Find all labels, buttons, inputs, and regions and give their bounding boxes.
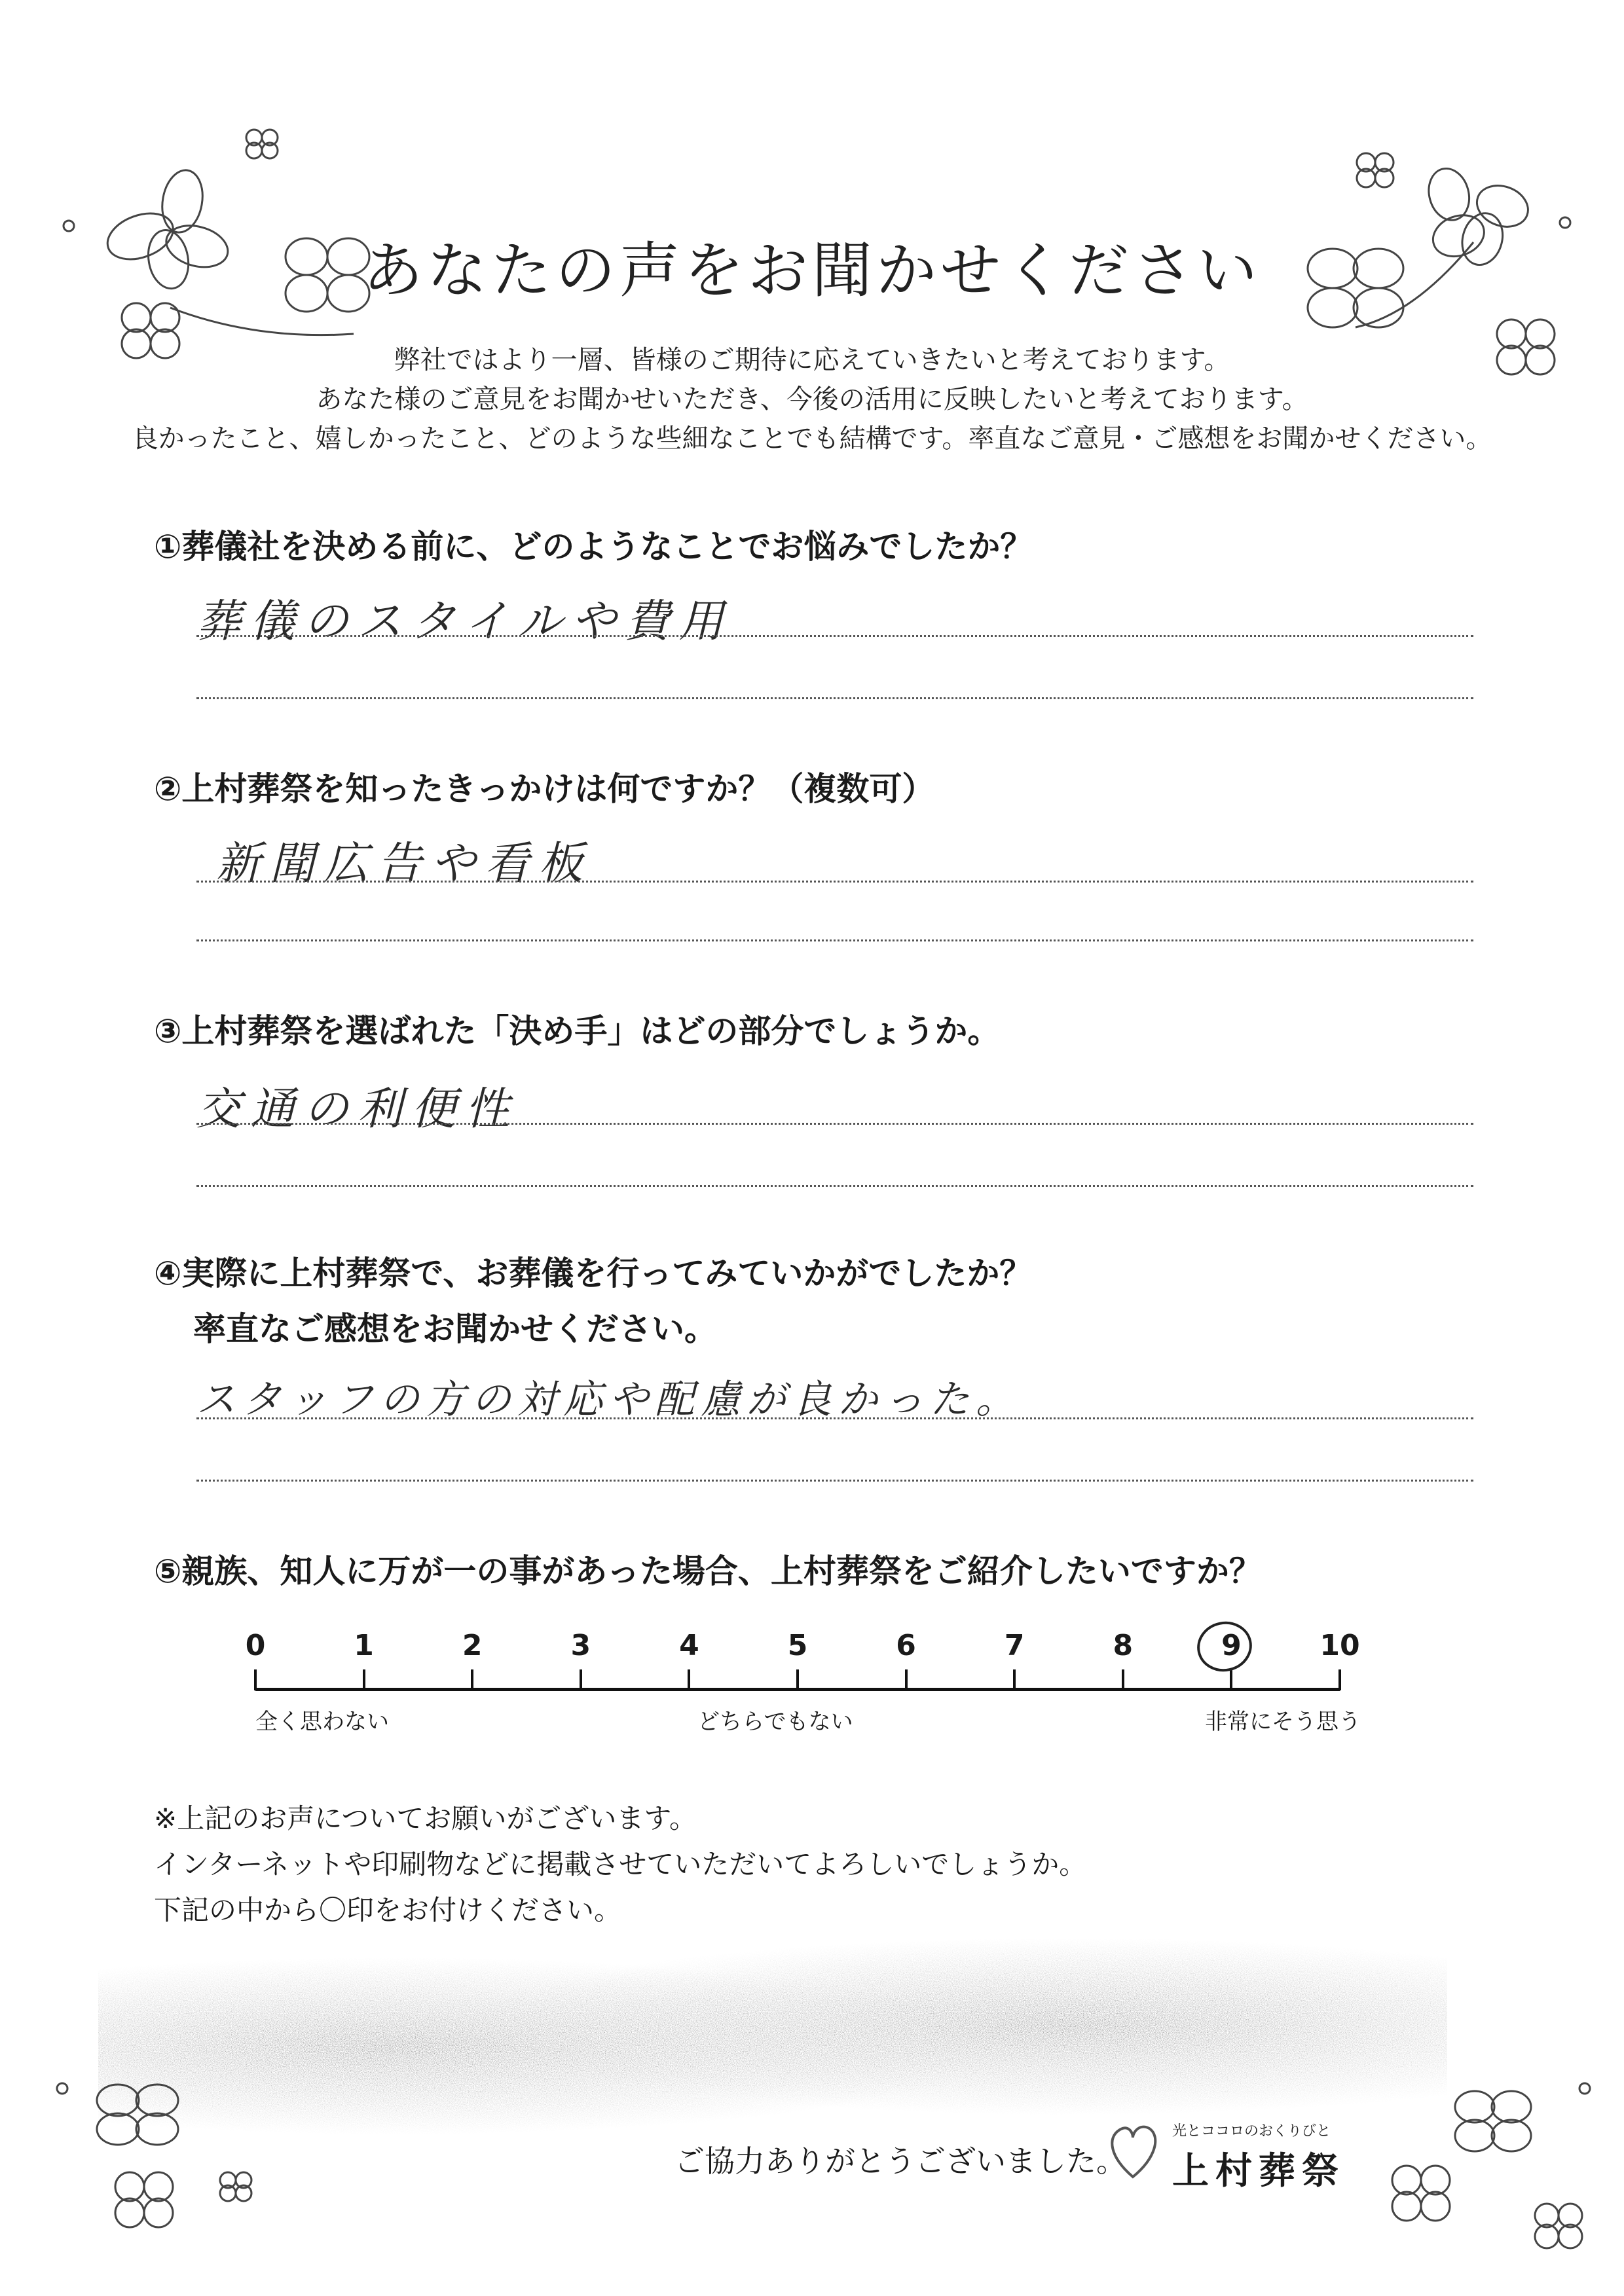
selected-value-circle[interactable] xyxy=(1192,1617,1257,1676)
note-line-1: ※上記のお声についてお願いがございます。 xyxy=(154,1802,697,1834)
question-4-label-line-2: 率直なご感想をお聞かせください。 xyxy=(193,1310,717,1348)
question-4-answer[interactable]: スタッフの方の対応や配慮が良かった。 xyxy=(196,1377,1022,1423)
question-1-label: ①葬儀社を決める前に、どのようなことでお悩みでしたか？ xyxy=(154,528,1033,566)
question-2-answer[interactable]: 新聞広告や看板 xyxy=(216,838,593,890)
scale-tick xyxy=(796,1669,799,1690)
answer-line xyxy=(196,697,1473,699)
scale-high-label: 非常にそう思う xyxy=(1205,1709,1361,1735)
scale-low-label: 全く思わない xyxy=(255,1709,389,1735)
intro-line-1: 弊社ではより一層、皆様のご期待に応えていきたいと考えております。 xyxy=(394,345,1230,375)
redacted-area xyxy=(98,1938,1447,2134)
question-5-label: ⑤親族、知人に万が一の事があった場合、上村葬祭をご紹介したいですか？ xyxy=(154,1552,1262,1590)
scale-tick xyxy=(1122,1669,1124,1690)
note-line-2: インターネットや印刷物などに掲載させていただいてよろしいでしょうか。 xyxy=(154,1848,1087,1880)
question-3-answer[interactable]: 交通の利便性 xyxy=(196,1084,519,1135)
answer-line xyxy=(196,1123,1473,1125)
scale-number-0[interactable]: 0 xyxy=(245,1629,266,1662)
answer-line xyxy=(196,1417,1473,1419)
intro-line-3: 良かったこと、嬉しかったこと、どのような些細なことでも結構です。率直なご意見・ご感想をお聞かせください。 xyxy=(132,424,1492,454)
scale-number-4[interactable]: 4 xyxy=(679,1629,699,1662)
note-line-3: 下記の中から〇印をお付けください。 xyxy=(154,1894,622,1926)
scale-tick xyxy=(254,1669,257,1690)
heart-logo-icon xyxy=(1103,2118,1162,2183)
scale-tick xyxy=(688,1669,690,1690)
scale-number-3[interactable]: 3 xyxy=(570,1629,591,1662)
scale-number-8[interactable]: 8 xyxy=(1113,1629,1134,1662)
question-4-label: ④実際に上村葬祭で、お葬儀を行ってみていかがでしたか？ xyxy=(154,1254,1033,1292)
scale-tick xyxy=(580,1669,582,1690)
scale-tick xyxy=(905,1669,908,1690)
company-logo-name: 上村葬祭 xyxy=(1172,2150,1345,2193)
scale-mid-label: どちらでもない xyxy=(697,1709,853,1735)
scale-number-6[interactable]: 6 xyxy=(896,1629,916,1662)
thanks-message: ご協力ありがとうございました。 xyxy=(674,2143,1126,2179)
answer-line xyxy=(196,1480,1473,1482)
scale-number-9[interactable]: 9 xyxy=(1221,1629,1242,1662)
question-3-label: ③上村葬祭を選ばれた「決め手」はどの部分でしょうか。 xyxy=(154,1012,1001,1050)
answer-line xyxy=(196,635,1473,637)
scale-number-5[interactable]: 5 xyxy=(787,1629,808,1662)
scale-number-2[interactable]: 2 xyxy=(462,1629,483,1662)
logo-tagline: 光とココロのおくりびと xyxy=(1172,2123,1331,2140)
scale-number-10[interactable]: 10 xyxy=(1320,1629,1360,1662)
scale-tick xyxy=(363,1669,365,1690)
clover-decoration-bottom-right xyxy=(1362,2062,1611,2272)
answer-line xyxy=(196,1185,1473,1187)
clover-decoration-bottom-left xyxy=(46,2062,295,2259)
question-1-answer[interactable]: 葬儀のスタイルや費用 xyxy=(196,596,733,647)
intro-line-2: あなた様のご意見をお聞かせいただき、今後の活用に反映したいと考えております。 xyxy=(316,384,1308,414)
question-2-label: ②上村葬祭を知ったきっかけは何ですか？（複数可） xyxy=(154,770,935,808)
scale-number-1[interactable]: 1 xyxy=(354,1629,374,1662)
scale-number-7[interactable]: 7 xyxy=(1004,1629,1025,1662)
scale-tick xyxy=(1338,1669,1341,1690)
answer-line xyxy=(196,939,1473,941)
page-title: あなたの声をお聞かせください xyxy=(362,236,1261,306)
scale-tick xyxy=(1013,1669,1016,1690)
scale-tick xyxy=(471,1669,473,1690)
answer-line xyxy=(196,881,1473,883)
